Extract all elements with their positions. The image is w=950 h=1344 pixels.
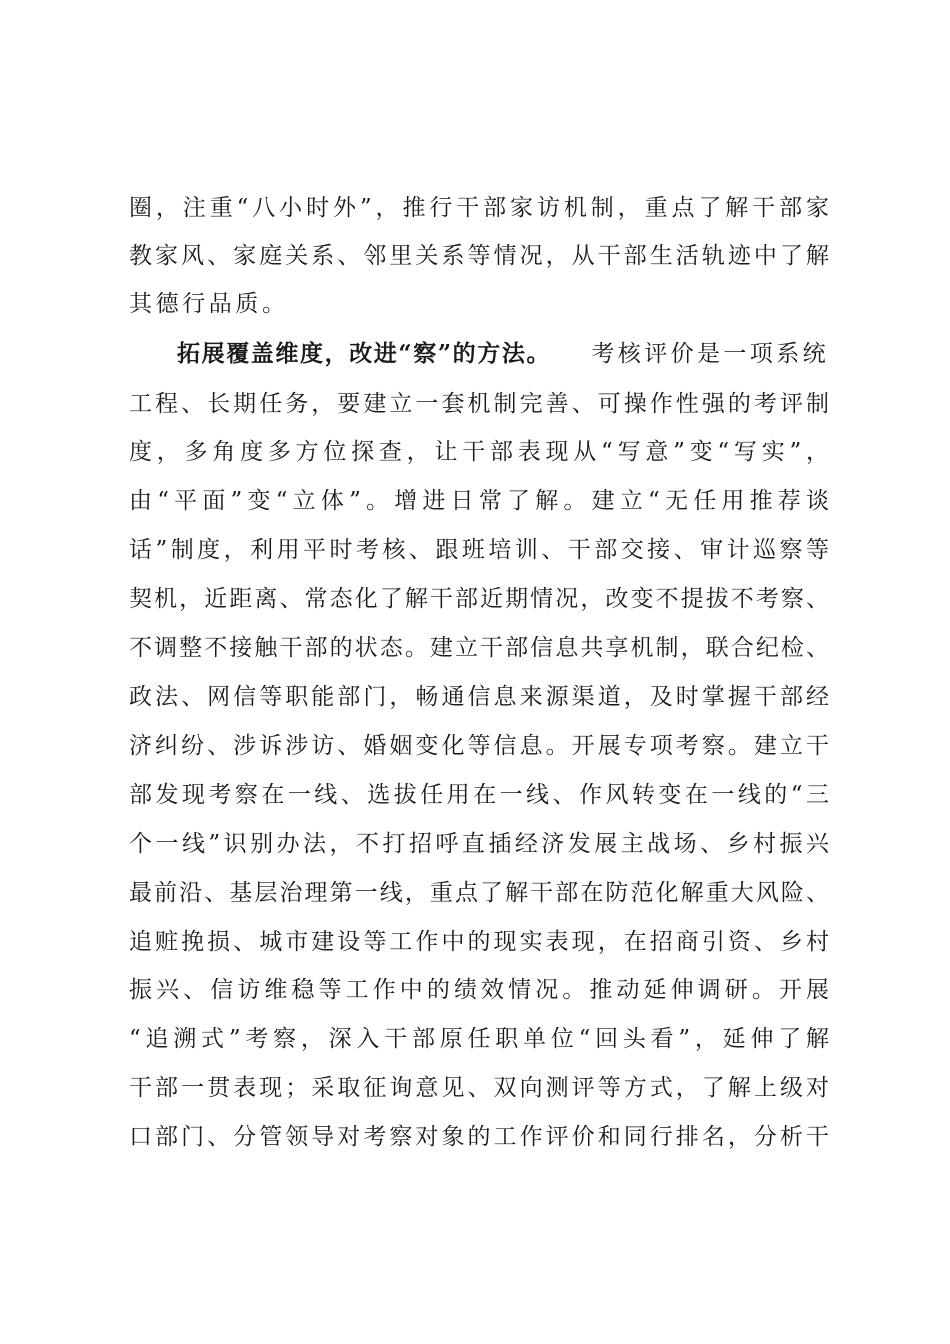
paragraph-line: 不调整不接触干部的状态。建立干部信息共享机制，联合纪检、 [129, 635, 829, 661]
paragraph-line: 契机，近距离、常态化了解干部近期情况，改变不提拔不考察、 [129, 586, 829, 612]
paragraph-line: 部发现考察在一线、选拔任用在一线、作风转变在一线的“三 [129, 782, 829, 808]
paragraph-line: 口部门、分管领导对考察对象的工作评价和同行排名，分析干 [129, 1124, 829, 1150]
paragraph-line: 工程、长期任务，要建立一套机制完善、可操作性强的考评制 [129, 391, 829, 417]
paragraph-line: 由“平面”变“立体”。增进日常了解。建立“无任用推荐谈 [129, 488, 829, 514]
paragraph-line: 教家风、家庭关系、邻里关系等情况，从干部生活轨迹中了解 [129, 243, 829, 269]
paragraph-line: 其德行品质。 [129, 291, 289, 317]
paragraph-line: 干部一贯表现；采取征询意见、双向测评等方式，了解上级对 [129, 1075, 829, 1101]
paragraph-text: 考核评价是一项系统 [591, 341, 829, 367]
paragraph-line: 追赃挽损、城市建设等工作中的现实表现，在招商引资、乡村 [129, 929, 829, 955]
paragraph-first-line [177, 334, 829, 374]
paragraph-line: 济纠纷、涉诉涉访、婚姻变化等信息。开展专项考察。建立干 [129, 733, 829, 759]
section-heading: 拓展覆盖维度，改进“察”的方法。 [177, 340, 552, 367]
paragraph-line: 最前沿、基层治理第一线，重点了解干部在防范化解重大风险、 [129, 880, 829, 906]
paragraph-line: “追溯式”考察，深入干部原任职单位“回头看”，延伸了解 [129, 1026, 829, 1052]
paragraph-line: 圈，注重“八小时外”，推行干部家访机制，重点了解干部家 [129, 195, 829, 221]
paragraph-line: 政法、网信等职能部门，畅通信息来源渠道，及时掌握干部经 [129, 684, 829, 710]
paragraph-line: 个一线”识别办法，不打招呼直插经济发展主战场、乡村振兴 [129, 831, 829, 857]
paragraph-line: 振兴、信访维稳等工作中的绩效情况。推动延伸调研。开展 [129, 977, 829, 1003]
paragraph-line: 度，多角度多方位探查，让干部表现从“写意”变“写实”， [129, 439, 829, 465]
paragraph-line: 话”制度，利用平时考核、跟班培训、干部交接、审计巡察等 [129, 537, 829, 563]
